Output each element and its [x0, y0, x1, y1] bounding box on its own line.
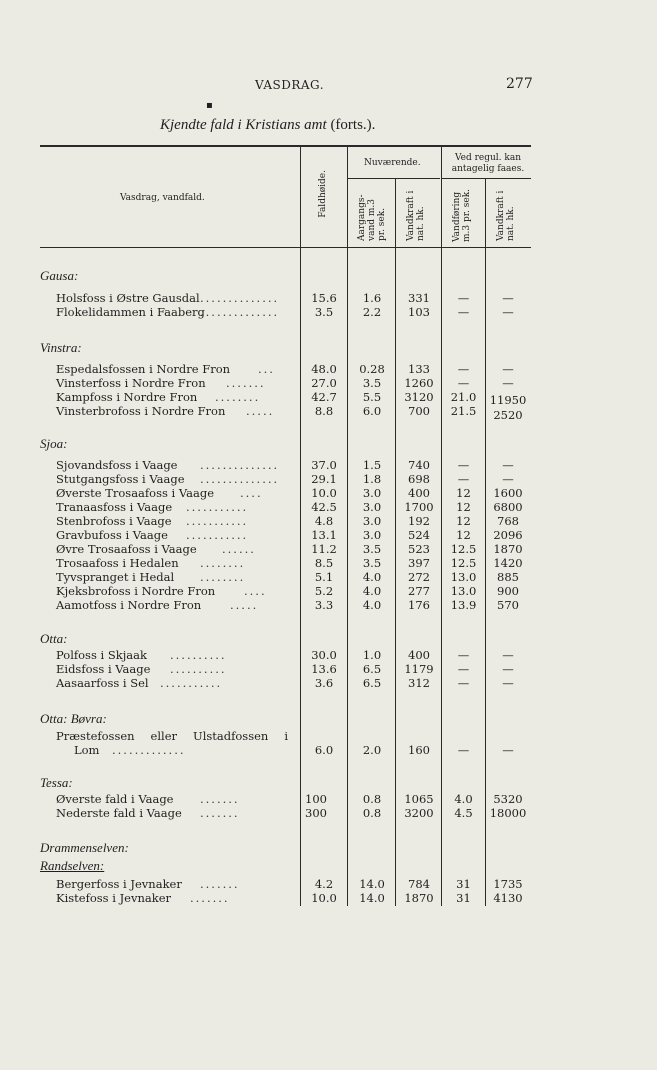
- falls-name: Stutgangsfoss i Vaage: [56, 472, 185, 486]
- regulated-flow: 4.5: [454, 806, 473, 820]
- table-row: [0, 743, 657, 757]
- table-top-rule: [40, 145, 531, 147]
- table-row: [0, 500, 657, 514]
- regulated-power: 900: [497, 584, 519, 598]
- section-title-vinstra: Vinstra:: [40, 340, 82, 355]
- section-title-sjoa: Sjoa:: [40, 436, 68, 451]
- current-power: 312: [408, 676, 430, 690]
- annual-flow: 2.0: [362, 743, 382, 757]
- regulated-power: —: [502, 362, 514, 376]
- current-power: 133: [408, 362, 430, 376]
- leader-dots: ...........: [186, 514, 249, 528]
- table-row: [0, 648, 657, 662]
- falls-name: Flokelidammen i Faaberg: [56, 305, 205, 319]
- caption-italic: Kjendte fald i Kristians amt: [160, 117, 327, 133]
- regulated-flow: 12: [456, 514, 471, 528]
- table-row: [0, 362, 657, 376]
- fall-height: 10.0: [311, 891, 337, 905]
- regulated-flow: 12.5: [450, 556, 477, 570]
- fall-height: 8.5: [314, 556, 334, 570]
- current-power: 103: [408, 305, 430, 319]
- falls-name: Øverste fald i Vaage: [56, 792, 174, 806]
- falls-name: Eidsfoss i Vaage: [56, 662, 151, 676]
- leader-dots: .......: [190, 891, 230, 905]
- leader-dots: ...........: [186, 528, 249, 542]
- leader-dots: .......: [200, 792, 240, 806]
- fall-height: 3.5: [314, 305, 334, 319]
- table-row: [0, 662, 657, 676]
- leader-dots: ..............: [200, 472, 280, 486]
- table-row: [0, 877, 657, 891]
- leader-dots: ..............: [200, 305, 280, 319]
- falls-name: Øvre Trosaafoss i Vaage: [56, 542, 197, 556]
- regulated-flow: —: [457, 472, 470, 486]
- table-row: [0, 570, 657, 584]
- regulated-flow: 13.0: [450, 570, 477, 584]
- fall-height: 5.1: [314, 570, 334, 584]
- fall-height: 10.0: [311, 486, 337, 500]
- regulated-power: 1420: [493, 556, 523, 570]
- table-row: [0, 472, 657, 486]
- current-power: 3200: [404, 806, 434, 820]
- leader-dots: .......: [200, 877, 240, 891]
- current-power: 272: [408, 570, 430, 584]
- annual-flow: 3.5: [362, 556, 382, 570]
- col-header-regulering: Ved regul. kan antagelig faaes.: [451, 153, 525, 174]
- fall-height: 30.0: [311, 648, 337, 662]
- current-power: 397: [408, 556, 430, 570]
- table-row: [0, 514, 657, 528]
- fall-height: 27.0: [311, 376, 337, 390]
- table-row: [0, 584, 657, 598]
- section-subtitle-randselven: Randselven:: [40, 858, 105, 873]
- fall-height: 5.2: [314, 584, 334, 598]
- regulated-flow: —: [457, 662, 470, 676]
- annual-flow: 3.0: [362, 514, 382, 528]
- col-header-vasdrag: Vasdrag, vandfald.: [120, 193, 205, 203]
- current-power: 1700: [404, 500, 434, 514]
- annual-flow: 1.0: [362, 648, 382, 662]
- regulated-flow: —: [457, 743, 470, 757]
- regulated-flow: 13.0: [450, 584, 477, 598]
- table-row: [0, 486, 657, 500]
- falls-name: Sjovandsfoss i Vaage: [56, 458, 178, 472]
- regulated-flow: 31: [456, 877, 471, 891]
- annual-flow: 3.5: [362, 542, 382, 556]
- current-power: 192: [408, 514, 430, 528]
- annual-flow: 6.0: [362, 404, 382, 418]
- leader-dots: .....: [246, 404, 275, 418]
- leader-dots: ..........: [170, 662, 227, 676]
- annual-flow: 6.5: [362, 676, 382, 690]
- table-row: [0, 542, 657, 556]
- fall-height: 48.0: [311, 362, 337, 376]
- falls-name-line1: Præstefossen eller Ulstadfossen i: [56, 729, 288, 743]
- current-power: 160: [408, 743, 430, 757]
- fall-height: 13.1: [311, 528, 337, 542]
- fall-height: 37.0: [311, 458, 337, 472]
- regulated-power: 570: [497, 598, 519, 612]
- regulated-power: 11950: [489, 393, 527, 407]
- regulated-flow: 12: [456, 528, 471, 542]
- regulated-flow: 13.9: [450, 598, 477, 612]
- falls-name: Kistefoss i Jevnaker: [56, 891, 172, 905]
- annual-flow: 5.5: [362, 390, 382, 404]
- regulated-power: 6800: [493, 500, 523, 514]
- leader-dots: ........: [215, 390, 261, 404]
- falls-name: Lom: [74, 743, 100, 757]
- regulated-flow: —: [457, 362, 470, 376]
- fall-height: 4.8: [314, 514, 334, 528]
- falls-name: Tranaasfoss i Vaage: [56, 500, 173, 514]
- current-power: 1260: [404, 376, 434, 390]
- annual-flow: 6.5: [362, 662, 382, 676]
- current-power: 400: [408, 486, 430, 500]
- fall-height: 13.6: [311, 662, 337, 676]
- table-row: [0, 528, 657, 542]
- page-number: 277: [506, 76, 533, 92]
- current-power: 400: [408, 648, 430, 662]
- current-power: 784: [408, 877, 430, 891]
- leader-dots: ...: [258, 362, 275, 376]
- regulated-flow: 12: [456, 500, 471, 514]
- annual-flow: 0.8: [362, 792, 382, 806]
- section-title-otta-bovra: Otta: Bøvra:: [40, 711, 107, 726]
- regulated-power: —: [502, 743, 514, 757]
- regulated-power: —: [502, 376, 514, 390]
- ink-dot: ▪: [206, 100, 213, 111]
- caption-normal: (forts.).: [330, 117, 376, 133]
- group-rule-reg: [442, 178, 531, 179]
- fall-height: 3.3: [314, 598, 334, 612]
- fall-height: 4.2: [314, 877, 334, 891]
- leader-dots: .............: [112, 743, 186, 757]
- leader-dots: ......: [222, 542, 256, 556]
- leader-dots: ....: [240, 486, 263, 500]
- current-power: 700: [408, 404, 430, 418]
- section-title-tessa: Tessa:: [40, 775, 73, 790]
- regulated-flow: 21.5: [450, 404, 477, 418]
- fall-height: 11.2: [311, 542, 337, 556]
- fall-height: 15.6: [311, 291, 337, 305]
- regulated-flow: —: [457, 376, 470, 390]
- table-row: [0, 676, 657, 690]
- leader-dots: ........: [200, 570, 246, 584]
- leader-dots: ........: [200, 556, 246, 570]
- regulated-flow: 21.0: [450, 390, 477, 404]
- falls-name: Øverste Trosaafoss i Vaage: [56, 486, 215, 500]
- fall-height: 100: [305, 792, 327, 806]
- falls-name: Holsfoss i Østre Gausdal: [56, 291, 200, 305]
- regulated-power: —: [502, 291, 514, 305]
- regulated-power: —: [502, 676, 514, 690]
- leader-dots: ..............: [200, 291, 280, 305]
- annual-flow: 14.0: [359, 891, 385, 905]
- falls-name: Kampfoss i Nordre Fron: [56, 390, 198, 404]
- current-power: 1179: [404, 662, 434, 676]
- annual-flow: 4.0: [362, 570, 382, 584]
- regulated-power: —: [502, 458, 514, 472]
- current-power: 176: [408, 598, 430, 612]
- annual-flow: 4.0: [362, 598, 382, 612]
- annual-flow: 14.0: [359, 877, 385, 891]
- annual-flow: 1.5: [362, 458, 382, 472]
- falls-name: Nederste fald i Vaage: [56, 806, 182, 820]
- regulated-flow: —: [457, 291, 470, 305]
- leader-dots: .......: [226, 376, 266, 390]
- fall-height: 3.6: [314, 676, 334, 690]
- table-row: [0, 458, 657, 472]
- section-title-drammenselven: Drammenselven:: [40, 840, 129, 855]
- annual-flow: 3.0: [362, 528, 382, 542]
- falls-name: Aasaarfoss i Sel: [56, 676, 149, 690]
- table-row: [0, 404, 657, 422]
- falls-name: Tyvspranget i Hedal: [56, 570, 175, 584]
- current-power: 523: [408, 542, 430, 556]
- leader-dots: ..........: [170, 648, 227, 662]
- header-bottom-rule: [40, 247, 531, 248]
- annual-flow: 3.5: [362, 376, 382, 390]
- leader-dots: .....: [230, 598, 259, 612]
- table-caption: [160, 117, 375, 134]
- table-row: [0, 792, 657, 806]
- regulated-flow: 4.0: [454, 792, 473, 806]
- current-power: 740: [408, 458, 430, 472]
- leader-dots: ...........: [160, 676, 223, 690]
- falls-name: Kjeksbrofoss i Nordre Fron: [56, 584, 216, 598]
- regulated-power: 4130: [493, 891, 523, 905]
- regulated-power: 5320: [493, 792, 523, 806]
- annual-flow: 4.0: [362, 584, 382, 598]
- col-header-reg-vandkraft: Vandkraft i nat. hk.: [496, 190, 516, 241]
- table-row: [0, 305, 657, 319]
- current-power: 698: [408, 472, 430, 486]
- regulated-power: 1600: [493, 486, 523, 500]
- fall-height: 29.1: [311, 472, 337, 486]
- regulated-flow: 12: [456, 486, 471, 500]
- table-row: [0, 390, 657, 407]
- fall-height: 42.7: [311, 390, 337, 404]
- annual-flow: 0.28: [359, 362, 385, 376]
- falls-name: Vinsterbrofoss i Nordre Fron: [56, 404, 226, 418]
- fall-height: 300: [305, 806, 327, 820]
- current-power: 1065: [404, 792, 434, 806]
- regulated-power: 768: [497, 514, 519, 528]
- leader-dots: ....: [244, 584, 267, 598]
- regulated-flow: 31: [456, 891, 471, 905]
- regulated-power: 1735: [493, 877, 523, 891]
- group-rule-nuv: [348, 178, 440, 179]
- regulated-power: —: [502, 305, 514, 319]
- regulated-flow: —: [457, 458, 470, 472]
- table-row: [0, 376, 657, 390]
- running-head: VASDRAG.: [255, 78, 325, 92]
- current-power: 1870: [404, 891, 434, 905]
- col-header-nuvaerende: Nuværende.: [364, 158, 421, 168]
- annual-flow: 1.6: [362, 291, 382, 305]
- col-header-aargangsvand: Aargangs-vand m.3 pr. sek.: [357, 194, 387, 241]
- falls-name: Gravbufoss i Vaage: [56, 528, 168, 542]
- regulated-power: 18000: [489, 806, 527, 820]
- table-row: [0, 291, 657, 305]
- fall-height: 42.5: [311, 500, 337, 514]
- falls-name: Vinsterfoss i Nordre Fron: [56, 376, 206, 390]
- falls-name: Aamotfoss i Nordre Fron: [56, 598, 202, 612]
- annual-flow: 3.0: [362, 500, 382, 514]
- current-power: 3120: [404, 390, 434, 404]
- section-title-gausa: Gausa:: [40, 268, 79, 283]
- annual-flow: 1.8: [362, 472, 382, 486]
- col-header-faldhoide: Faldhøide.: [318, 170, 328, 218]
- current-power: 277: [408, 584, 430, 598]
- regulated-power: —: [502, 648, 514, 662]
- fall-height: 6.0: [314, 743, 334, 757]
- fall-height: 8.8: [314, 404, 334, 418]
- table-row: [0, 556, 657, 570]
- annual-flow: 0.8: [362, 806, 382, 820]
- section-title-otta: Otta:: [40, 631, 68, 646]
- falls-name: Bergerfoss i Jevnaker: [56, 877, 182, 891]
- regulated-power: 1870: [493, 542, 523, 556]
- current-power: 524: [408, 528, 430, 542]
- leader-dots: ..............: [200, 458, 280, 472]
- leader-dots: .......: [200, 806, 240, 820]
- current-power: 331: [408, 291, 430, 305]
- falls-name: Trosaafoss i Hedalen: [56, 556, 179, 570]
- table-row: [0, 891, 657, 905]
- regulated-flow: —: [457, 648, 470, 662]
- annual-flow: 2.2: [362, 305, 382, 319]
- annual-flow: 3.0: [362, 486, 382, 500]
- regulated-flow: 12.5: [450, 542, 477, 556]
- regulated-flow: —: [457, 676, 470, 690]
- falls-name: Stenbrofoss i Vaage: [56, 514, 172, 528]
- col-header-nuv-vandkraft: Vandkraft i nat. hk.: [406, 190, 426, 241]
- col-header-vandforing: Vandføring m.3 pr. sek.: [452, 188, 472, 242]
- leader-dots: ...........: [186, 500, 249, 514]
- regulated-power: 2096: [493, 528, 523, 542]
- regulated-flow: —: [457, 305, 470, 319]
- falls-name: Espedalsfossen i Nordre Fron: [56, 362, 231, 376]
- regulated-power: 2520: [493, 408, 523, 422]
- falls-name: Polfoss i Skjaak: [56, 648, 147, 662]
- regulated-power: —: [502, 472, 514, 486]
- table-row: [0, 806, 657, 820]
- table-row: [0, 598, 657, 612]
- regulated-power: —: [502, 662, 514, 676]
- regulated-power: 885: [497, 570, 519, 584]
